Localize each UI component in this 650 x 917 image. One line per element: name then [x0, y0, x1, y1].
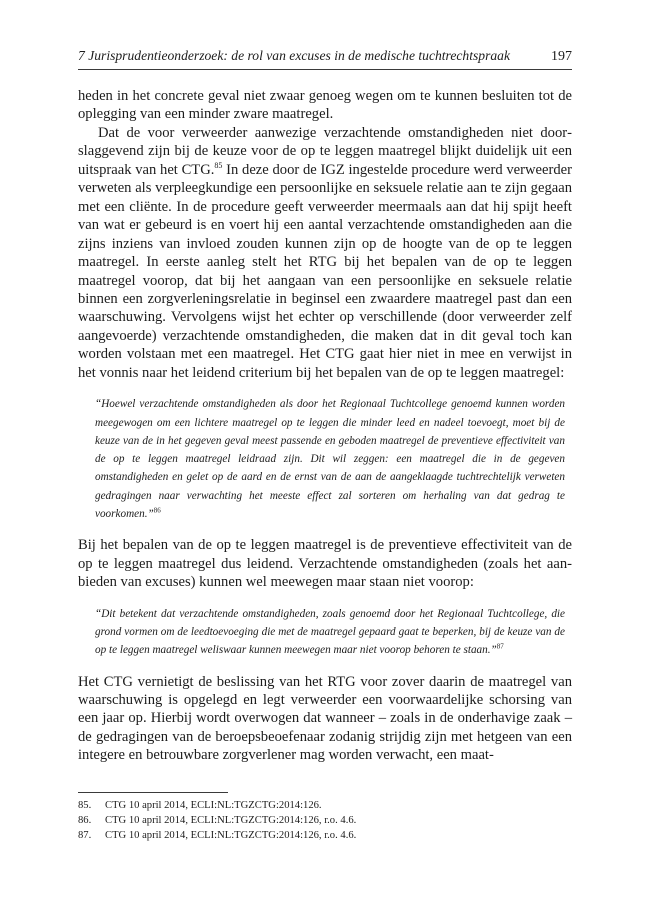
paragraph-4: Het CTG vernietigt de beslissing van het RTG voor zover daarin de maatregel van waarschuwing is opgelegd en legt verweerder een voorwaardelijke schorsing van een jaar op. Hierbij wordt overwogen dat wanneer – zoals in de onderhavige zaak – de gedragingen van de beroepsbeoefenaar zodanig strijdig zijn met hetgeen van een integere en betrouwbare zorgverlener mag worden verwacht, een maat- — [78, 673, 572, 764]
footnotes — [78, 798, 572, 843]
paragraph-2-text-b: In deze door de IGZ ingestelde procedure werd verweerder verweten als verpleegkundige een persoonlijke en seksuele relatie aan te zijn gegaan met een cliënte. In de procedure geeft verweerder meermaals aan dat hij spijt heeft van wat er gebeurd is en voert hij een aantal verzachtende omstandigheden aan die zijns inziens van invloed zouden kunnen zijn op de hoogte van de op te leggen maatregel. In eerste aanleg stelt het RTG bij het bepalen van de op te leggen maatregel voorop, dat bij het aangaan van een persoonlijke en seksuele relatie binnen een zorgverleningsrelatie in beginsel een zwaardere maatregel past dan een waarschuwing. Vervolgens wijst het echter op verschillende (door verweerder zelf aangevoerde) verzachtende omstandigheden, die maken dat in dit geval toch kan worden volstaan met een maatregel. Het CTG gaat hier niet in mee en verwijst in het vonnis naar het leidend criterium bij het bepalen van de op te leggen maatregel: — [78, 161, 572, 381]
footnote-ref-87[interactable]: 87 — [496, 642, 504, 651]
footnote-text: CTG 10 april 2014, ECLI:NL:TGZCTG:2014:126, r.o. 4.6. — [105, 830, 357, 841]
footnote-number: 86. — [78, 815, 92, 826]
block-quote-2 — [95, 605, 565, 660]
footnote-rule — [78, 792, 228, 793]
paragraph-2 — [78, 124, 572, 382]
quote-2-text: “Dit betekent dat verzachtende omstandigheden, zoals genoemd door het Regionaal Tuchtcollege, die grond vormen om de leedtoevoeging die met de maatregel gepaard gaat te beperken, bij de keuze van de op te leggen maatregel weliswaar kunnen meewegen maar niet voorop behoren te staan.” — [95, 607, 565, 657]
footnote-ref-86[interactable]: 86 — [153, 506, 161, 515]
running-header — [78, 48, 572, 65]
footnote-number: 85. — [78, 800, 92, 811]
running-title: 7 Jurisprudentieonderzoek: de rol van excuses in de medische tuchtrechtspraak — [78, 48, 510, 63]
paragraph-2-text-a: Dat de voor verweerder aanwezige verzachtende omstandigheden niet doorslaggevend zijn bij de keuze voor de op te leggen maatregel blijkt duidelijk uit een uitspraak van het CTG. — [78, 124, 572, 178]
footnote-86 — [78, 813, 572, 828]
quote-1-text: “Hoewel verzachtende omstandigheden als door het Regionaal Tuchtcollege genoemd kunnen worden meegewogen om een lichtere maatregel op te leggen die minder leed en nadeel toevoegt, moet bij de keuze van de in het gegeven geval meest passende en geboden maatregel de preventieve effectiviteit van de op te leggen maatregel leidraad zijn. Dit wil zeggen: een maatregel die in de gegeven omstandigheden en gelet op de aard en de ernst van de aan de aangeklaagde tuchtrechtelijk verweten gedragingen naar verwachting het meeste effect zal sorteren om herhaling van dat gedrag te voorkomen.” — [95, 398, 565, 521]
page-body — [78, 87, 572, 765]
paragraph-1: heden in het concrete geval niet zwaar genoeg wegen om te kunnen besluiten tot de oplegging van een minder zware maatregel. — [78, 88, 572, 123]
footnote-number: 87. — [78, 830, 92, 841]
header-rule — [78, 69, 572, 70]
page-number: 197 — [551, 49, 572, 64]
footnote-ref-85[interactable]: 85 — [214, 160, 223, 170]
footnote-85 — [78, 798, 572, 813]
footnote-text: CTG 10 april 2014, ECLI:NL:TGZCTG:2014:126. — [105, 800, 322, 811]
footnote-87 — [78, 828, 572, 843]
paragraph-3: Bij het bepalen van de op te leggen maatregel is de preventieve effectiviteit van de op te leggen maatregel dus leidend. Verzachtende omstandigheden (zoals het aanbieden van excuses) kunnen wel meewegen maar staan niet voorop: — [78, 537, 572, 591]
block-quote-1 — [95, 395, 565, 523]
footnote-text: CTG 10 april 2014, ECLI:NL:TGZCTG:2014:126, r.o. 4.6. — [105, 815, 357, 826]
